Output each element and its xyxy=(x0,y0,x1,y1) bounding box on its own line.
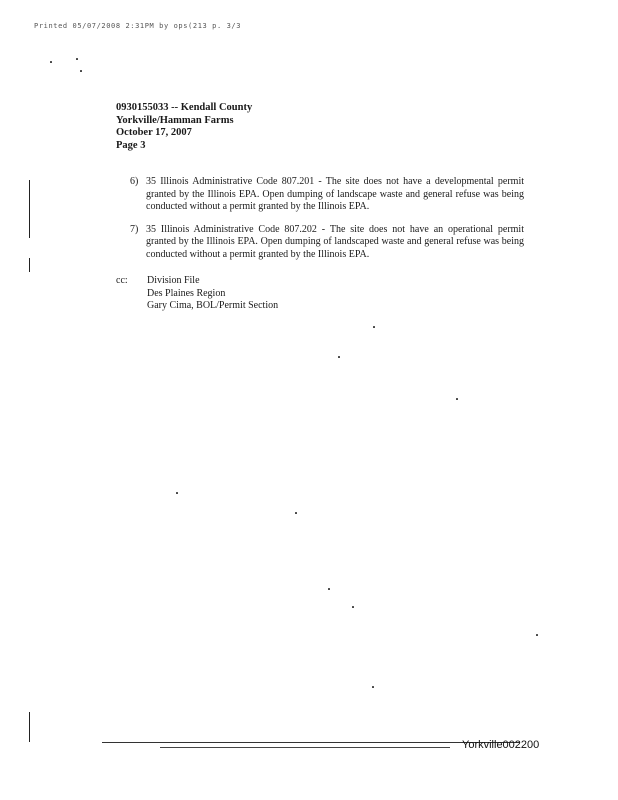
cc-recipient: Division File xyxy=(147,275,200,286)
scan-margin-line xyxy=(29,258,30,272)
scan-speck xyxy=(50,61,52,63)
scan-speck xyxy=(80,70,82,72)
heading-date: October 17, 2007 xyxy=(116,127,192,138)
footer-rule xyxy=(102,742,520,743)
scan-speck xyxy=(352,606,354,608)
bates-number: Yorkville002200 xyxy=(462,739,540,751)
scan-speck xyxy=(176,492,178,494)
item-number: 7) xyxy=(130,223,139,235)
list-item xyxy=(124,224,524,262)
cc-label: cc: xyxy=(116,275,128,286)
footer-rule-secondary xyxy=(160,747,450,748)
scan-speck xyxy=(295,512,297,514)
violation-list xyxy=(124,176,524,271)
cc-recipient-list xyxy=(147,275,278,313)
scan-speck xyxy=(372,686,374,688)
heading-page-number: Page 3 xyxy=(116,139,146,151)
scan-speck xyxy=(536,634,538,636)
scan-margin-line xyxy=(29,712,30,742)
item-text: 35 Illinois Administrative Code 807.201 - The site does not have a developmental permit granted by the Illinois EPA. Open dumping of landscape waste and general refuse was being conducted without a permit granted by the Illinois EPA. xyxy=(146,176,524,212)
list-item xyxy=(124,176,524,214)
cc-recipient: Des Plaines Region xyxy=(147,287,226,299)
fax-header: Printed 05/07/2008 2:31PM by ops(213 p. 3/3 xyxy=(34,22,242,30)
scan-speck xyxy=(373,326,375,328)
scan-speck xyxy=(328,588,330,590)
cc-recipient: Gary Cima, BOL/Permit Section xyxy=(147,300,279,311)
scan-speck xyxy=(456,398,458,400)
letter-heading xyxy=(116,102,416,152)
item-text: 35 Illinois Administrative Code 807.202 - The site does not have an operational permit granted by the Illinois EPA. Open dumping of landscaped waste and general refuse was being conducted without a permit granted by the Illinois EPA. xyxy=(146,223,524,260)
scan-speck xyxy=(338,356,340,358)
scan-speck xyxy=(76,58,78,60)
scan-margin-line xyxy=(29,180,30,238)
heading-site-name: Yorkville/Hamman Farms xyxy=(116,114,234,126)
item-number: 6) xyxy=(130,176,139,187)
heading-site-id: 0930155033 -- Kendall County xyxy=(116,102,253,113)
cc-block xyxy=(116,275,278,313)
